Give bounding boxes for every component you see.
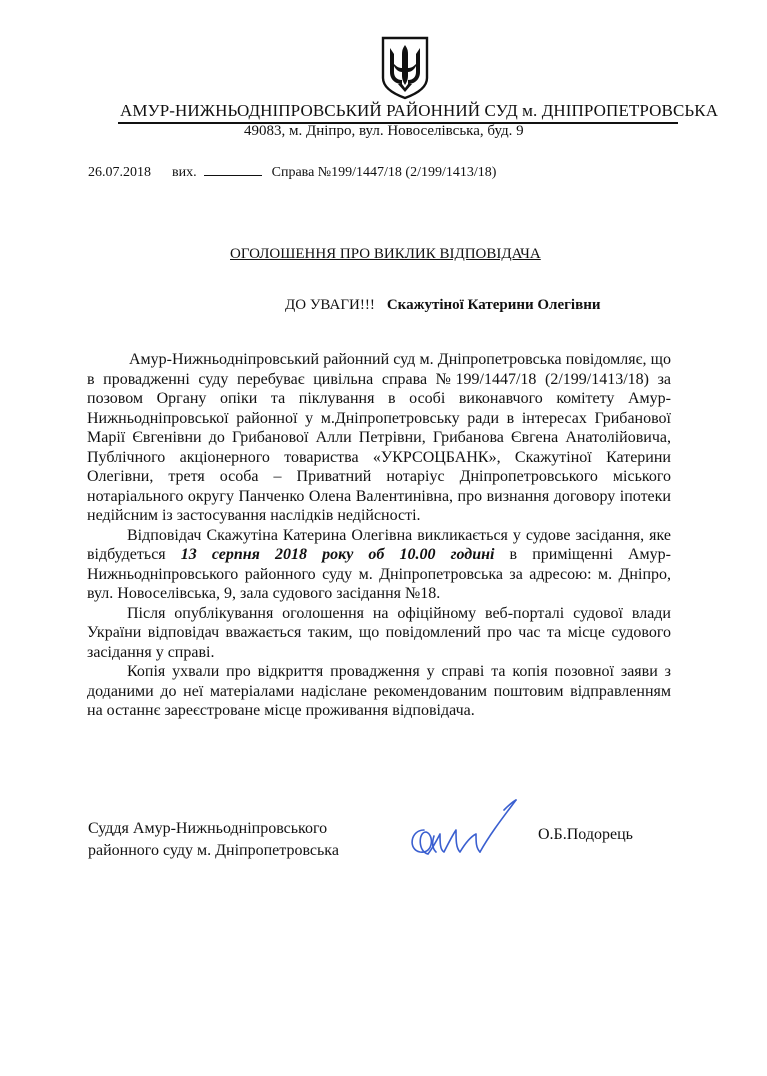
paragraph-publication-notice: Після опублікування оголошення на офіційному веб-порталі судової влади України відповідач вважається таким, що повідомлений про час та місце судового засідання у справі.: [87, 604, 671, 661]
hearing-time-prefix: об: [353, 546, 400, 563]
outgoing-number-blank: [204, 163, 262, 176]
judge-title-line2: районного суду м. Дніпропетровська: [88, 842, 339, 859]
judge-title-block: [88, 818, 339, 862]
announcement-title: ОГОЛОШЕННЯ ПРО ВИКЛИК ВІДПОВІДАЧА: [230, 246, 541, 262]
document-date: 26.07.2018: [88, 165, 151, 180]
judge-title-line1: Суддя Амур-Нижньодніпровського: [88, 820, 328, 837]
judge-name: О.Б.Подорець: [538, 826, 633, 843]
paragraph-hearing-summons: [87, 526, 671, 604]
hearing-time: 10.00 годині: [399, 546, 495, 563]
paragraph-case-description: Амур-Нижньодніпровський районний суд м. Дніпропетровська повідомляє, що в провадженні суду перебуває цивільна справа №199/1447/18 (2/199/1413/18) за позовом Органу опіки та піклування в особі виконавчого комітету Амур-Нижньодніпровської районної у м.Дніпропетровську ради в інтересах Грибанової Марії Євгенівни до Грибанової Алли Петрівни, Грибанова Євгена Анатолійовича, Публічного акціонерного товариства «УКРСОЦБАНК», Скажутіної Катерини Олегівни, третя особа – Приватний нотаріус Дніпропетровського міського нотаріального округу Панченко Олена Валентинівна, про визнання договору іпотеки недійсним із застосування наслідків недійсності.: [87, 351, 671, 524]
court-address: 49083, м. Дніпро, вул. Новоселівська, буд. 9: [244, 123, 524, 139]
hearing-text-location: в приміщенні Амур-Нижньодніпровського районного суду м. Дніпропетровська за адресою: м. Дніпро, вул. Новоселівська, 9, зала судового засідання №18.: [87, 546, 672, 602]
case-number: Справа №199/1447/18 (2/199/1413/18): [271, 165, 497, 180]
attention-line: [285, 297, 601, 314]
hearing-text-intro: Відповідач Скажутіна Катерина Олегівна викликається у судове засідання, яке відбудеться: [87, 526, 671, 563]
addressee-name: Скажутіної Катерини Олегівни: [386, 297, 601, 313]
paragraph-documents-sent: Копія ухвали про відкриття провадження у справі та копія позовної заяви з доданими до неї матеріалами надіслане рекомендованим поштовим відправленням на останнє зареєстроване місце проживання відповідача.: [87, 663, 671, 719]
handwritten-signature-icon: [404, 790, 534, 870]
reference-line: [88, 163, 496, 181]
court-name: АМУР-НИЖНЬОДНІПРОВСЬКИЙ РАЙОННИЙ СУД м. ДНІПРОПЕТРОВСЬКА: [120, 101, 719, 120]
hearing-date: 13 серпня 2018 року: [180, 546, 354, 563]
outgoing-number-label: вих.: [172, 165, 197, 180]
attention-label: ДО УВАГИ!!!: [285, 297, 375, 313]
announcement-body: [87, 350, 671, 721]
coat-of-arms-of-ukraine-icon: [380, 36, 430, 100]
